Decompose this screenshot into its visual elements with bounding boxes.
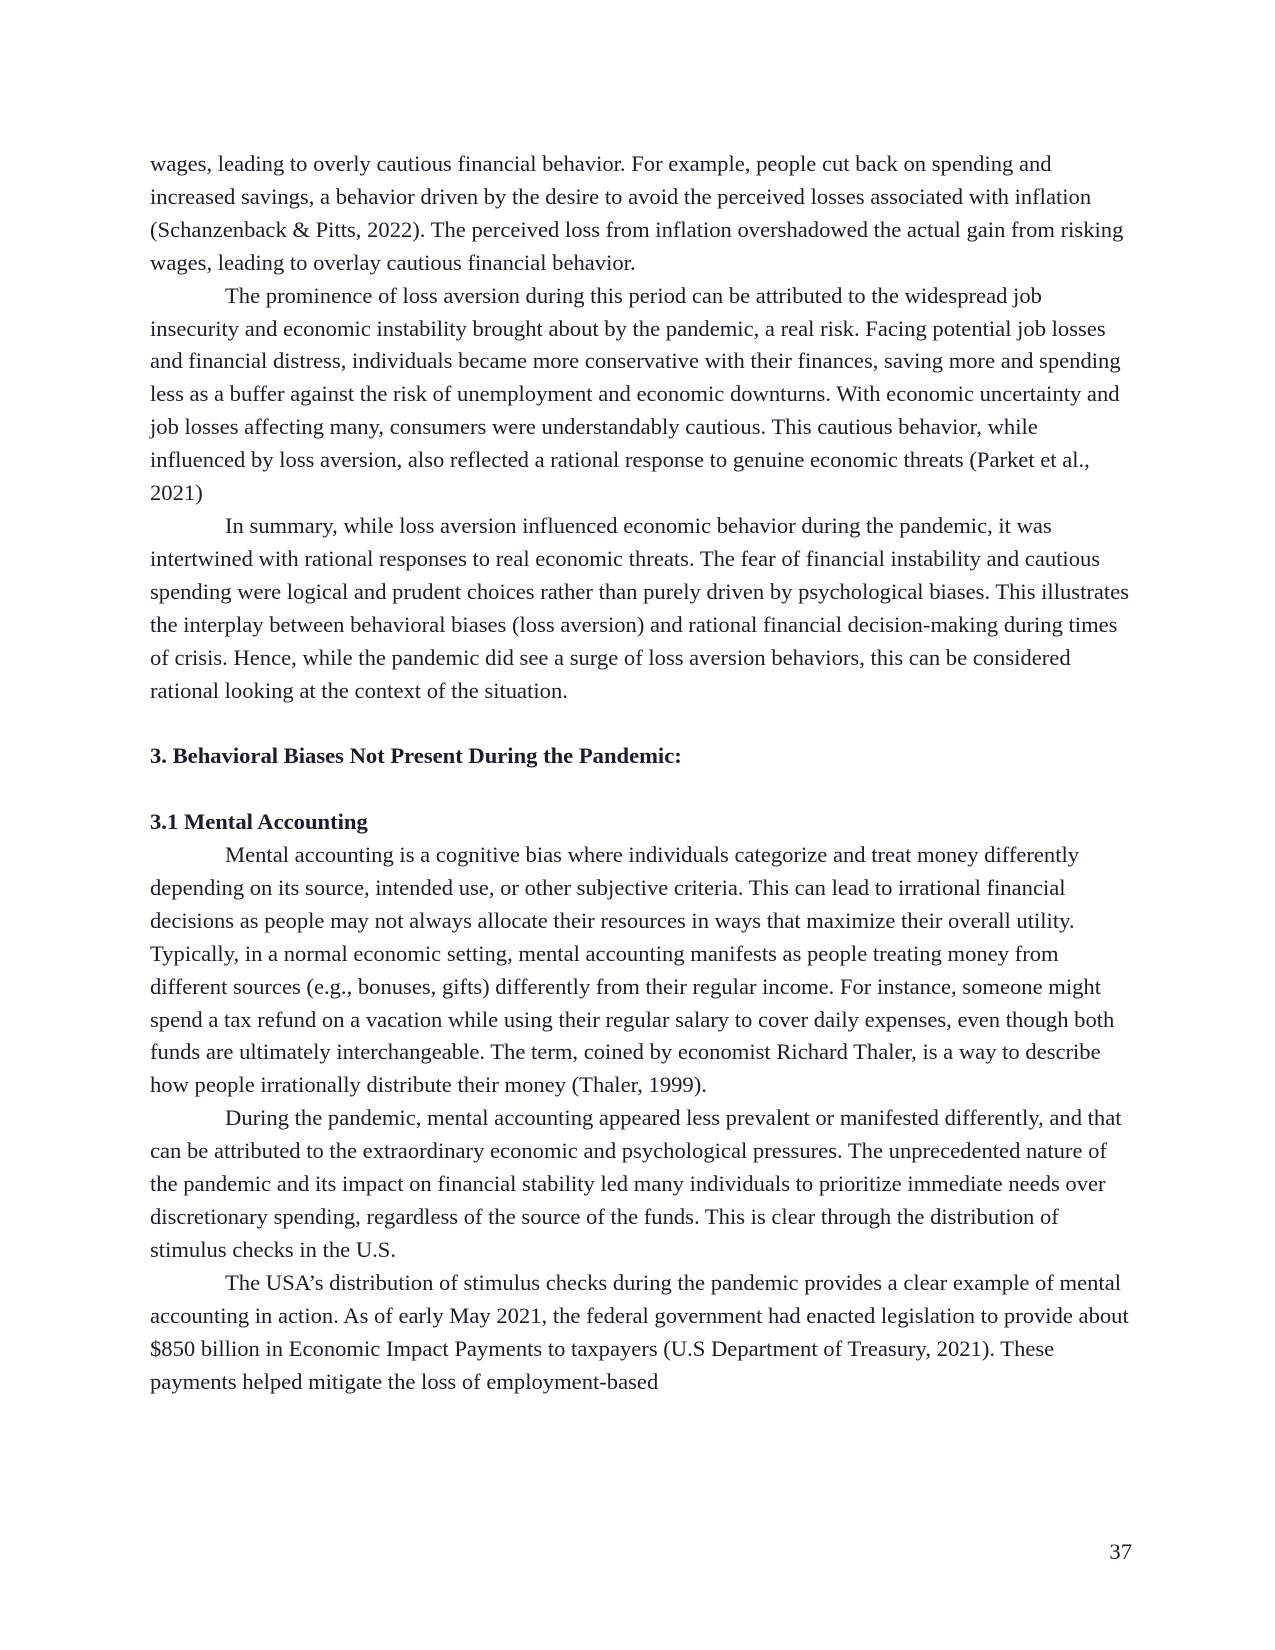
subsection-heading: 3.1 Mental Accounting (150, 809, 368, 835)
section-heading: 3. Behavioral Biases Not Present During the Pandemic: (150, 743, 682, 769)
paragraph: During the pandemic, mental accounting appeared less prevalent or manifested differently, and that can be attributed to the extraordinary economic and psychological pressures. The unprecedented nature of the pandemic and its impact on financial stability led many individuals to prioritize immediate needs over discretionary spending, regardless of the source of the funds. This is clear through the distribution of stimulus checks in the U.S. (150, 1105, 1122, 1262)
spacer (150, 773, 1130, 806)
paragraph: wages, leading to overly cautious financial behavior. For example, people cut back on spending and increased savings, a behavior driven by the desire to avoid the perceived losses associated with inflation (Schanzenback & Pitts, 2022). The perceived loss from inflation overshadowed the actual gain from risking wages, leading to overlay cautious financial behavior. (150, 151, 1124, 275)
paragraph: The USA’s distribution of stimulus checks during the pandemic provides a clear example of mental accounting in action. As of early May 2021, the federal government had enacted legislation to provide about $850 billion in Economic Impact Payments to taxpayers (U.S Department of Treasury, 2021). These payments helped mitigate the loss of employment-based (150, 1269, 1129, 1394)
document-body (150, 148, 1130, 1398)
paragraph: The prominence of loss aversion during this period can be attributed to the widespread job insecurity and economic instability brought about by the pandemic, a real risk. Facing potential job losses and financial distress, individuals became more conservative with their finances, saving more and spending less as a buffer against the risk of unemployment and economic downturns. With economic uncertainty and job losses affecting many, consumers were understandably cautious. This cautious behavior, while influenced by loss aversion, also reflected a rational response to genuine economic threats (Parket et al., 2021) (150, 282, 1121, 506)
page-number: 37 (1109, 1539, 1132, 1564)
paragraph: In summary, while loss aversion influenced economic behavior during the pandemic, it was intertwined with rational responses to real economic threats. The fear of financial instability and cautious spending were logical and prudent choices rather than purely driven by psychological biases. This illustrates the interplay between behavioral biases (loss aversion) and rational financial decision-making during times of crisis. Hence, while the pandemic did see a surge of loss aversion behaviors, this can be considered rational looking at the context of the situation. (150, 512, 1129, 703)
paragraph: Mental accounting is a cognitive bias where individuals categorize and treat money differently depending on its source, intended use, or other subjective criteria. This can lead to irrational financial decisions as people may not always allocate their resources in ways that maximize their overall utility. Typically, in a normal economic setting, mental accounting manifests as people treating money from different sources (e.g., bonuses, gifts) differently from their regular income. For instance, someone might spend a tax refund on a vacation while using their regular salary to cover daily expenses, even though both funds are ultimately interchangeable. The term, coined by economist Richard Thaler, is a way to describe how people irrationally distribute their money (Thaler, 1999). (150, 842, 1115, 1098)
spacer (150, 707, 1130, 740)
